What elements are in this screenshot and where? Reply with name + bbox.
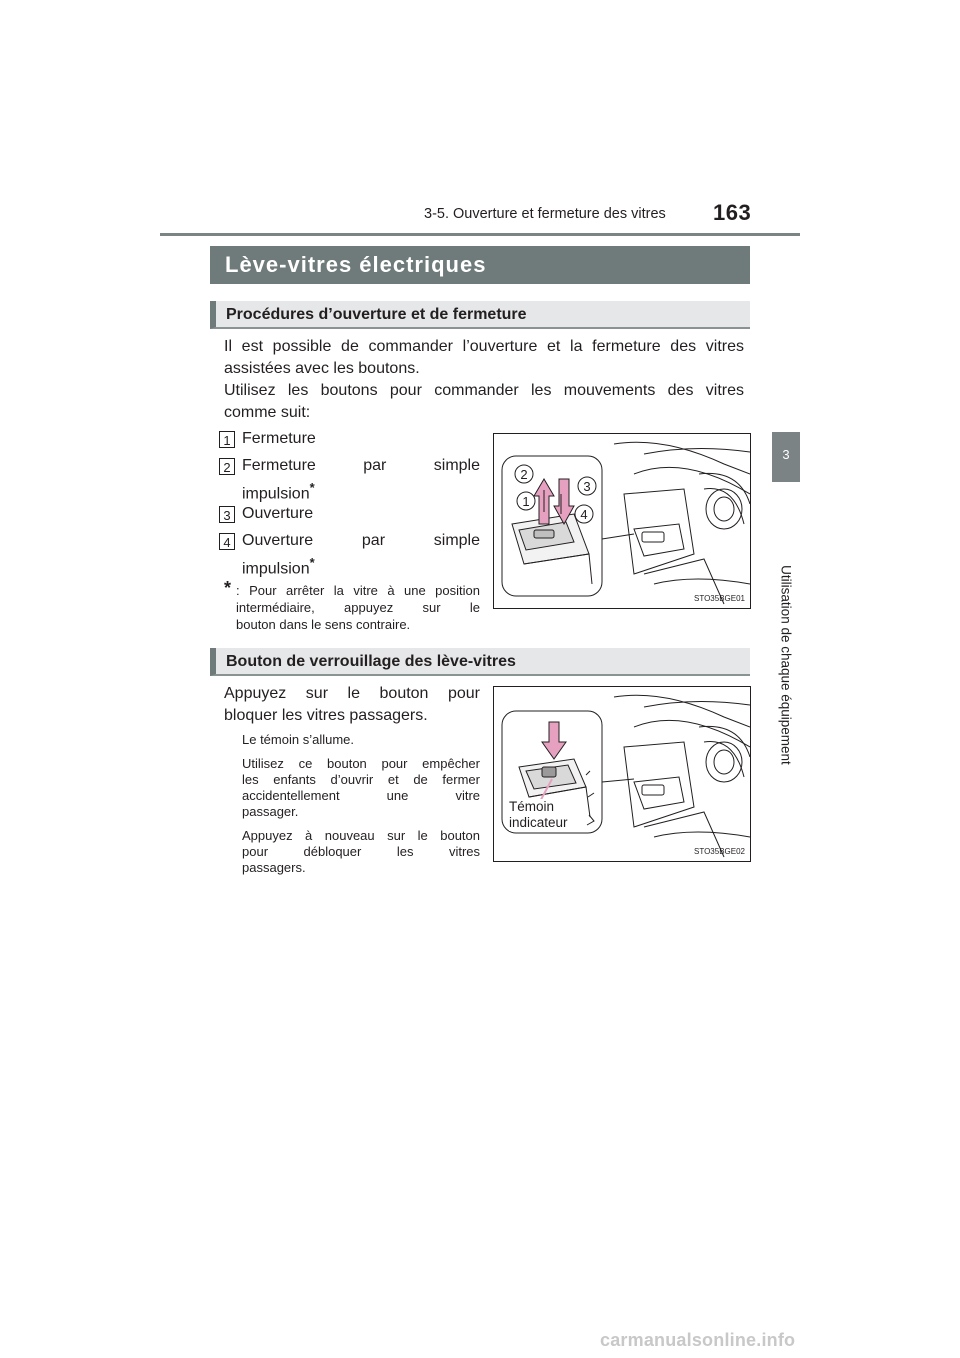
intro-line-3: Utilisez les boutons pour commander les mouvements des vitres (224, 382, 744, 399)
callout-indicator (509, 799, 568, 831)
lock-note-3 (242, 828, 480, 876)
window-switch-illustration (494, 434, 750, 608)
lock-note-2-line1: Utilisez ce bouton pour empêcher (242, 756, 480, 771)
item-number-4: 4 (219, 533, 235, 550)
header-divider (160, 233, 800, 236)
watermark-text: carmanualsonline.info (600, 1330, 796, 1350)
header-section-title: 3-5. Ouverture et fermeture des vitres (424, 206, 666, 222)
intro-line-1: Il est possible de commander l’ouverture et la fermeture des vitres (224, 338, 744, 355)
footnote-star: * (309, 555, 315, 570)
figure-label-1: 1 (522, 494, 530, 509)
item-text-2-word: impulsion (242, 485, 310, 503)
item-text-2-line2 (242, 477, 480, 505)
section-heading-lock: Bouton de verrouillage des lève-vitres (210, 648, 750, 676)
item-number-1: 1 (219, 431, 235, 448)
lock-note-2-line4: passager. (242, 804, 299, 819)
lock-note-2 (242, 756, 480, 820)
figure-label-2: 2 (520, 467, 528, 482)
item-text-4-line1: Ouverture par simple (242, 532, 480, 549)
lock-note-2-line2: les enfants d’ouvrir et de fermer (242, 772, 480, 787)
figure-lock-switch (493, 686, 751, 862)
lock-switch-illustration (494, 687, 750, 861)
callout-line-2: indicateur (509, 815, 568, 830)
lock-note-2-line3: accidentellement une vitre (242, 788, 480, 803)
intro-line (224, 336, 744, 424)
item-text-1: Fermeture (242, 430, 316, 447)
chapter-number: 3 (782, 447, 790, 462)
callout-line-1: Témoin (509, 799, 555, 814)
lock-note-3-line3: passagers. (242, 860, 306, 875)
section-heading-procedures: Procédures d’ouverture et de fermeture (210, 301, 750, 329)
item-number-3: 3 (219, 506, 235, 523)
figure-code-2: STO35BGE02 (694, 847, 745, 856)
lock-note-3-line1: Appuyez à nouveau sur le bouton (242, 828, 480, 843)
lock-note-3-line2: pour débloquer les vitres (242, 844, 480, 859)
item-text-2-line1: Fermeture par simple (242, 457, 480, 474)
page-title: Lève-vitres électriques (210, 246, 750, 284)
item-text-3: Ouverture (242, 505, 314, 522)
footnote-line-3: bouton dans le sens contraire. (236, 617, 411, 632)
item-number-2: 2 (219, 458, 235, 475)
item-text-4-word: impulsion (242, 560, 310, 578)
footnote-star: * (309, 480, 315, 495)
figure-code-1: STO35BGE01 (694, 594, 745, 603)
footnote-text (236, 582, 480, 633)
figure-window-switch (493, 433, 751, 609)
lock-text-line1: Appuyez sur le bouton pour (224, 685, 480, 702)
lock-note-1: Le témoin s’allume. (242, 732, 354, 747)
chapter-title: Utilisation de chaque équipement (778, 565, 794, 765)
figure-label-3: 3 (583, 479, 591, 494)
lock-text-line2: bloquer les vitres passagers. (224, 707, 428, 724)
intro-line-4: comme suit: (224, 404, 311, 421)
footnote-line-1: : Pour arrêter la vitre à une position (236, 583, 480, 598)
item-text-4-line2 (242, 552, 480, 580)
intro-line-2: assistées avec les boutons. (224, 360, 420, 377)
footnote-line-2: intermédiaire, appuyez sur le (236, 600, 480, 615)
footnote-marker: * (224, 578, 232, 598)
figure-label-4: 4 (580, 507, 588, 522)
page-number: 163 (713, 200, 752, 225)
